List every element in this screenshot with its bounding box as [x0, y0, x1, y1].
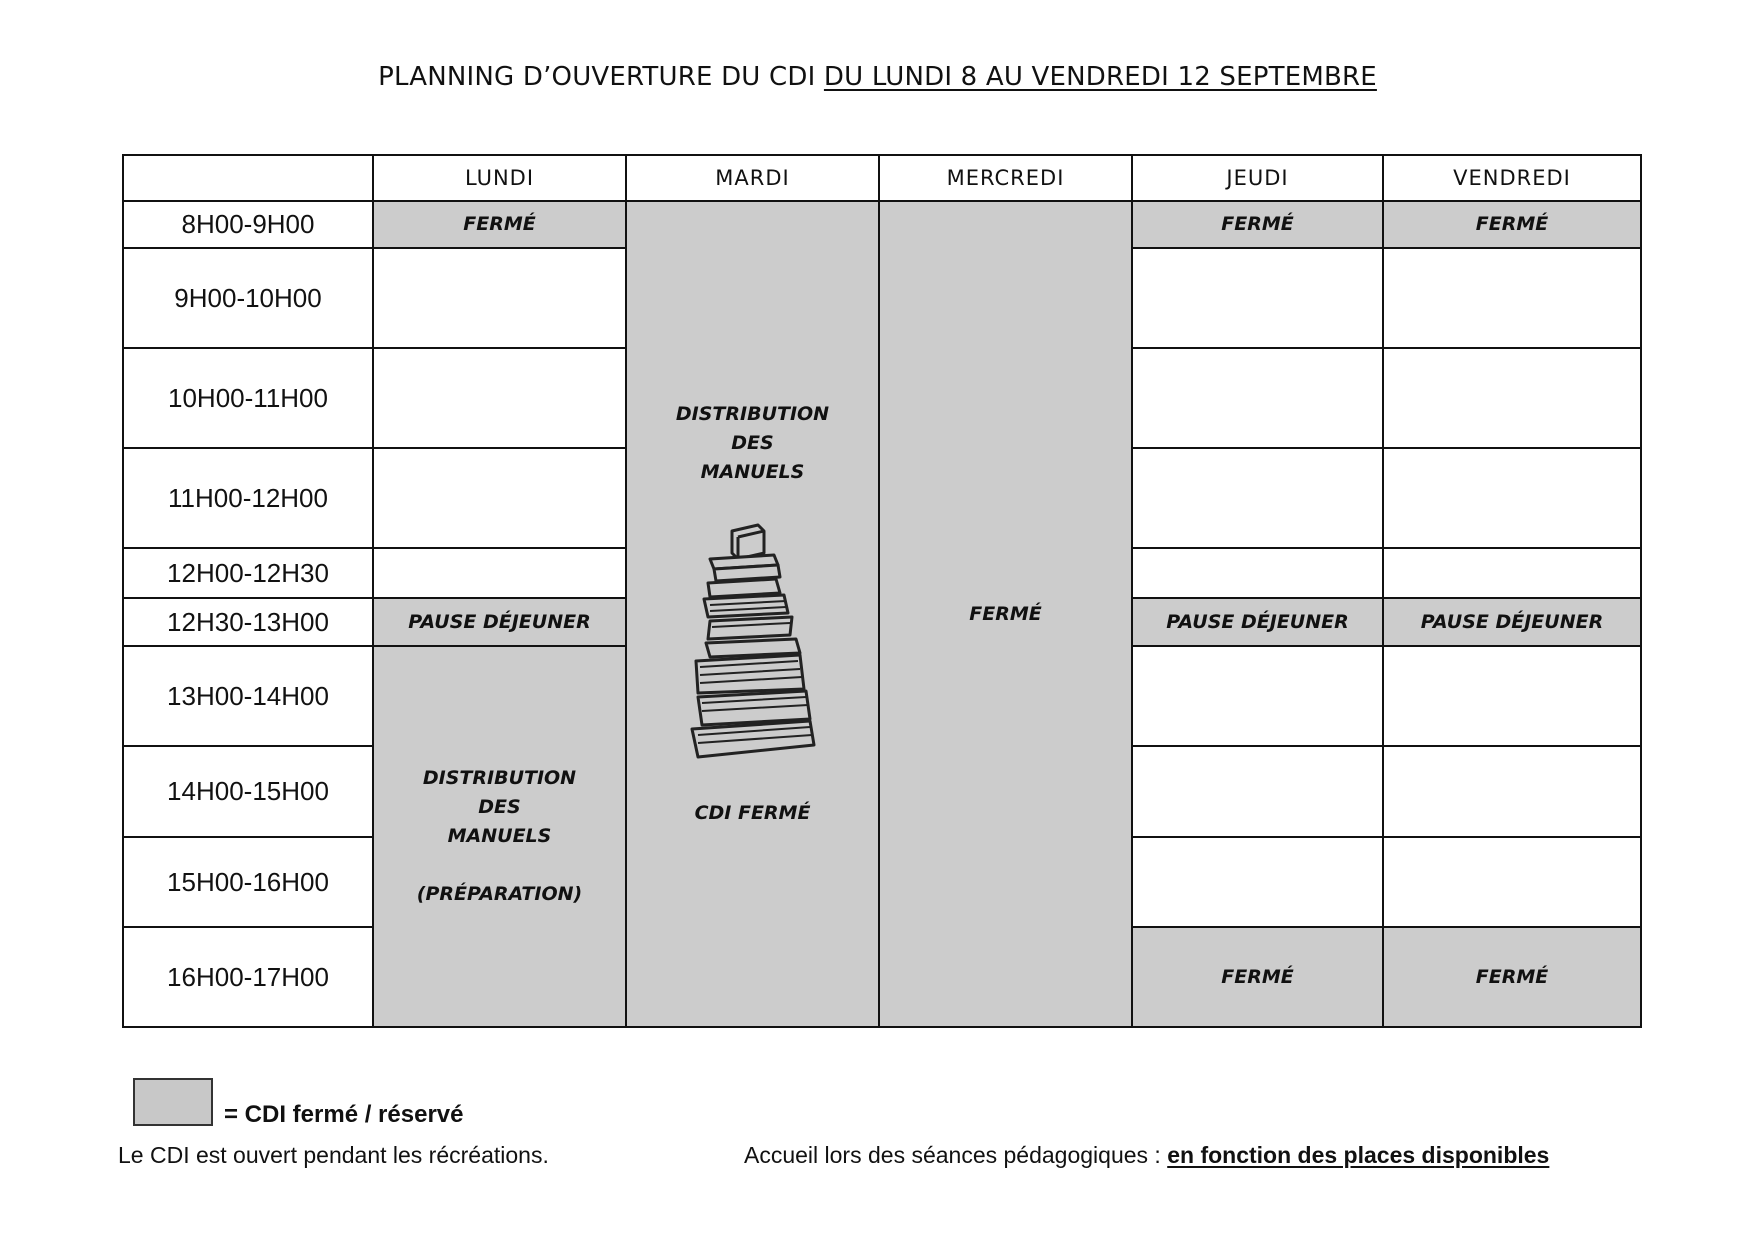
mardi-distribution-line-1: DISTRIBUTION — [675, 403, 830, 425]
lundi-open-cell — [373, 448, 626, 548]
lundi-distribution-line-2: DES — [478, 796, 521, 818]
day-header-mardi: MARDI — [626, 155, 879, 201]
jeudi-closed-cell: FERMÉ — [1132, 927, 1383, 1027]
sessions-note-emphasis: en fonction des places disponibles — [1167, 1142, 1550, 1168]
mercredi-closed-cell: FERMÉ — [879, 201, 1132, 1027]
sessions-note — [744, 1142, 1549, 1169]
jeudi-open-cell — [1132, 248, 1383, 348]
time-slot: 16H00-17H00 — [123, 927, 373, 1027]
mardi-distribution-cell — [626, 201, 879, 1027]
stack-of-books-icon — [688, 521, 818, 761]
time-slot: 14H00-15H00 — [123, 746, 373, 837]
lundi-lunch-cell: PAUSE DÉJEUNER — [373, 598, 626, 646]
time-slot: 15H00-16H00 — [123, 837, 373, 927]
lundi-open-cell — [373, 348, 626, 448]
lundi-distribution-cell — [373, 646, 626, 1027]
jeudi-open-cell — [1132, 548, 1383, 598]
vendredi-open-cell — [1383, 646, 1641, 746]
day-header-mercredi: MERCREDI — [879, 155, 1132, 201]
vendredi-open-cell — [1383, 746, 1641, 837]
day-header-vendredi: VENDREDI — [1383, 155, 1641, 201]
jeudi-open-cell — [1132, 448, 1383, 548]
title-date-range: DU LUNDI 8 AU VENDREDI 12 SEPTEMBRE — [823, 62, 1377, 92]
table-row — [123, 201, 1641, 248]
vendredi-open-cell — [1383, 248, 1641, 348]
jeudi-closed-cell: FERMÉ — [1132, 201, 1383, 248]
page-title — [0, 62, 1755, 92]
legend-label: = CDI fermé / réservé — [224, 1101, 464, 1128]
jeudi-open-cell — [1132, 746, 1383, 837]
table-header-row — [123, 155, 1641, 201]
time-slot: 12H30-13H00 — [123, 598, 373, 646]
vendredi-open-cell — [1383, 348, 1641, 448]
time-slot: 8H00-9H00 — [123, 201, 373, 248]
mardi-distribution-line-3: MANUELS — [700, 461, 805, 483]
time-slot: 13H00-14H00 — [123, 646, 373, 746]
vendredi-open-cell — [1383, 448, 1641, 548]
recess-note: Le CDI est ouvert pendant les récréations. — [118, 1142, 549, 1168]
time-slot: 11H00-12H00 — [123, 448, 373, 548]
time-slot: 10H00-11H00 — [123, 348, 373, 448]
lundi-distribution-line-4: (PRÉPARATION) — [416, 883, 583, 905]
vendredi-open-cell — [1383, 548, 1641, 598]
vendredi-closed-cell: FERMÉ — [1383, 201, 1641, 248]
mardi-cdi-closed-label: CDI FERMÉ — [694, 802, 811, 824]
corner-cell — [123, 155, 373, 201]
jeudi-open-cell — [1132, 646, 1383, 746]
day-header-jeudi: JEUDI — [1132, 155, 1383, 201]
title-prefix: PLANNING D’OUVERTURE DU CDI — [378, 62, 824, 92]
vendredi-lunch-cell: PAUSE DÉJEUNER — [1383, 598, 1641, 646]
lundi-open-cell — [373, 548, 626, 598]
lundi-distribution-line-1: DISTRIBUTION — [422, 767, 577, 789]
legend-swatch — [133, 1078, 213, 1126]
time-slot: 12H00-12H30 — [123, 548, 373, 598]
jeudi-open-cell — [1132, 837, 1383, 927]
lundi-closed-cell: FERMÉ — [373, 201, 626, 248]
jeudi-lunch-cell: PAUSE DÉJEUNER — [1132, 598, 1383, 646]
day-header-lundi: LUNDI — [373, 155, 626, 201]
lundi-open-cell — [373, 248, 626, 348]
vendredi-closed-cell: FERMÉ — [1383, 927, 1641, 1027]
time-slot: 9H00-10H00 — [123, 248, 373, 348]
vendredi-open-cell — [1383, 837, 1641, 927]
opening-schedule-table — [122, 154, 1642, 1028]
jeudi-open-cell — [1132, 348, 1383, 448]
mardi-distribution-line-2: DES — [731, 432, 774, 454]
sessions-note-prefix: Accueil lors des séances pédagogiques : — [744, 1142, 1168, 1168]
lundi-distribution-line-3: MANUELS — [447, 825, 552, 847]
